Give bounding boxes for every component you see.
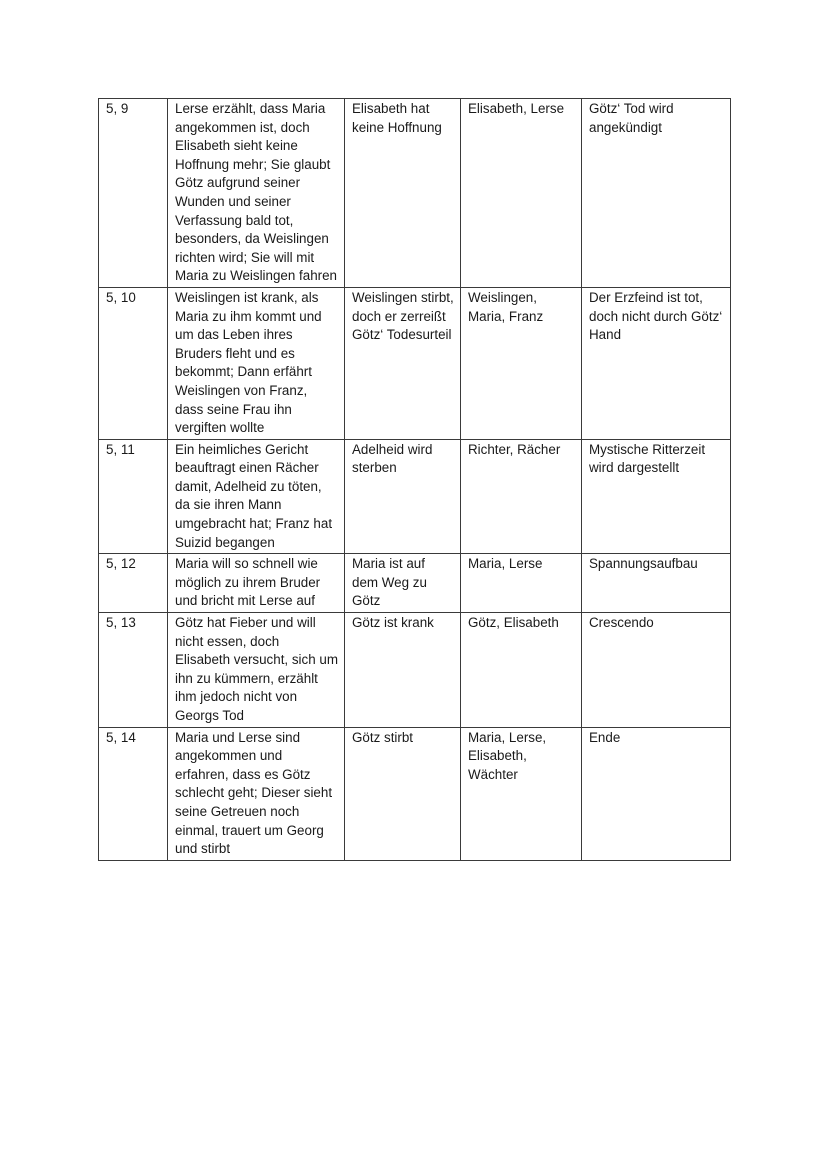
scene-function-cell: Der Erzfeind ist tot, doch nicht durch Götz‘ Hand [582, 287, 731, 439]
scene-characters-cell: Maria, Lerse [461, 554, 582, 613]
scene-outcome-cell: Elisabeth hat keine Hoffnung [345, 99, 461, 288]
table-row [99, 554, 731, 613]
table-row [99, 439, 731, 554]
scene-function-cell: Ende [582, 727, 731, 860]
scene-function-cell: Crescendo [582, 613, 731, 728]
scene-characters-cell: Elisabeth, Lerse [461, 99, 582, 288]
scene-number-cell: 5, 13 [99, 613, 168, 728]
scene-outcome-cell: Götz stirbt [345, 727, 461, 860]
scene-content-cell: Götz hat Fieber und will nicht essen, doch Elisabeth versucht, sich um ihn zu kümmern, erzählt ihm jedoch nicht von Georgs Tod [168, 613, 345, 728]
scene-function-cell: Mystische Ritterzeit wird dargestellt [582, 439, 731, 554]
scene-characters-cell: Götz, Elisabeth [461, 613, 582, 728]
scene-content-cell: Maria will so schnell wie möglich zu ihrem Bruder und bricht mit Lerse auf [168, 554, 345, 613]
scene-characters-cell: Richter, Rächer [461, 439, 582, 554]
scene-outcome-cell: Weislingen stirbt, doch er zerreißt Götz‘ Todesurteil [345, 287, 461, 439]
scene-outcome-cell: Adelheid wird sterben [345, 439, 461, 554]
scene-number-cell: 5, 9 [99, 99, 168, 288]
scene-content-cell: Lerse erzählt, dass Maria angekommen ist, doch Elisabeth sieht keine Hoffnung mehr; Sie glaubt Götz aufgrund seiner Wunden und seiner Verfassung bald tot, besonders, da Weislingen richten wird; Sie will mit Maria zu Weislingen fahren [168, 99, 345, 288]
table-row [99, 613, 731, 728]
scene-characters-cell: Maria, Lerse, Elisabeth, Wächter [461, 727, 582, 860]
table-row [99, 287, 731, 439]
scene-number-cell: 5, 14 [99, 727, 168, 860]
scene-number-cell: 5, 12 [99, 554, 168, 613]
scene-outcome-cell: Maria ist auf dem Weg zu Götz [345, 554, 461, 613]
scene-function-cell: Götz‘ Tod wird angekündigt [582, 99, 731, 288]
scene-content-cell: Weislingen ist krank, als Maria zu ihm kommt und um das Leben ihres Bruders fleht und es bekommt; Dann erfährt Weislingen von Franz, dass seine Frau ihn vergiften wollte [168, 287, 345, 439]
scene-characters-cell: Weislingen, Maria, Franz [461, 287, 582, 439]
scene-number-cell: 5, 10 [99, 287, 168, 439]
scene-analysis-table [98, 98, 731, 861]
table-row [99, 99, 731, 288]
table-row [99, 727, 731, 860]
scene-content-cell: Maria und Lerse sind angekommen und erfahren, dass es Götz schlecht geht; Dieser sieht seine Getreuen noch einmal, trauert um Georg und stirbt [168, 727, 345, 860]
scene-function-cell: Spannungsaufbau [582, 554, 731, 613]
scene-outcome-cell: Götz ist krank [345, 613, 461, 728]
scene-number-cell: 5, 11 [99, 439, 168, 554]
scene-content-cell: Ein heimliches Gericht beauftragt einen Rächer damit, Adelheid zu töten, da sie ihren Mann umgebracht hat; Franz hat Suizid begangen [168, 439, 345, 554]
